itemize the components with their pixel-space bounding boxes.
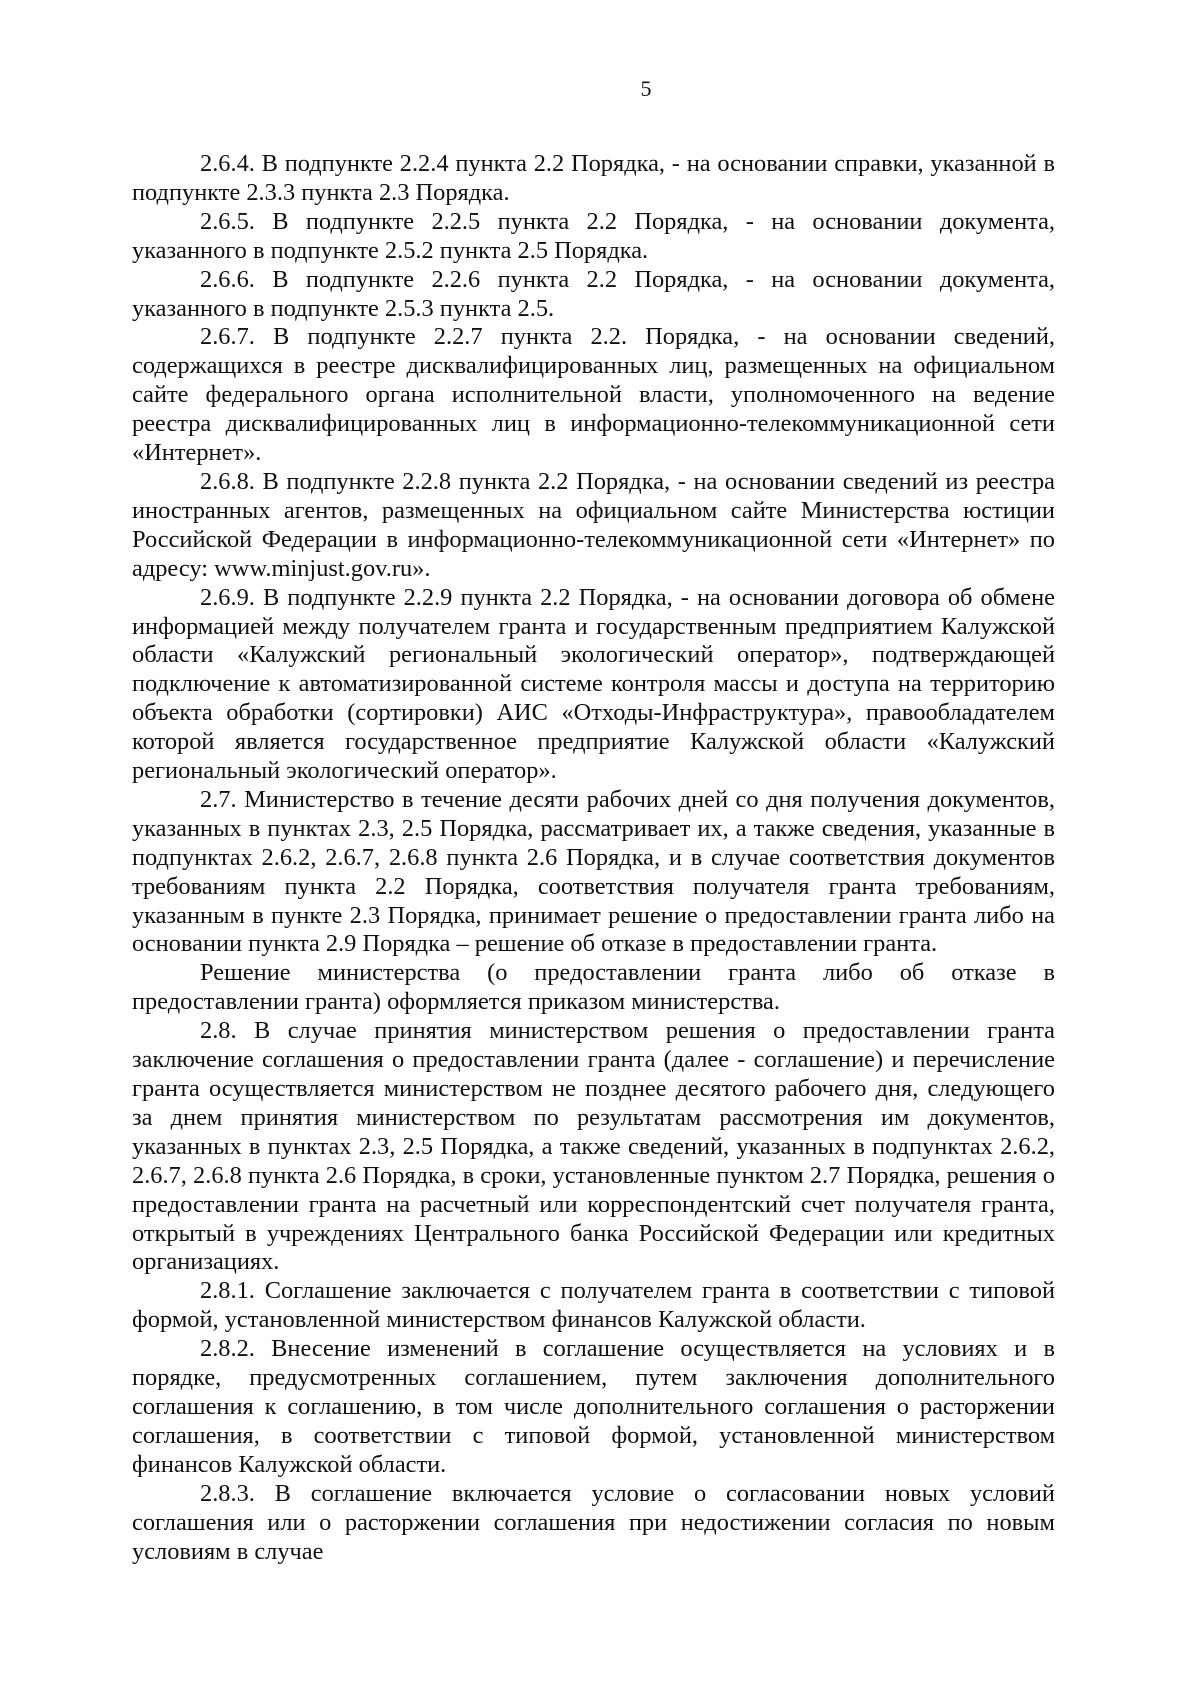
paragraph-2-6-9: 2.6.9. В подпункте 2.2.9 пункта 2.2 Порядка, - на основании договора об обмене информацией между получателем гранта и государственным предприятием Калужской области «Калужский региональный экологический оператор», подтверждающей подключение к автоматизированной системе контроля массы и доступа на территорию объекта обработки (сортировки) АИС «Отходы-Инфраструктура», правообладателем которой является государственное предприятие Калужской области «Калужский региональный экологический оператор». [132,583,1055,785]
paragraph-decision: Решение министерства (о предоставлении гранта либо об отказе в предоставлении гранта) оформляется приказом министерства. [132,959,1055,1016]
page-number: 5 [640,76,652,101]
paragraph-2-8-3: 2.8.3. В соглашение включается условие о согласовании новых условий соглашения или о расторжении соглашения при недостижении согласия по новым условиям в случае [132,1479,1055,1565]
paragraph-2-7: 2.7. Министерство в течение десяти рабочих дней со дня получения документов, указанных в пунктах 2.3, 2.5 Порядка, рассматривает их, а также сведения, указанные в подпунктах 2.6.2, 2.6.7, 2.6.8 пункта 2.6 Порядка, и в случае соответствия документов требованиям пункта 2.2 Порядка, соответствия получателя гранта требованиям, указанным в пункте 2.3 Порядка, принимает решение о предоставлении гранта либо на основании пункта 2.9 Порядка – решение об отказе в предоставлении гранта. [132,785,1055,958]
paragraph-2-8: 2.8. В случае принятия министерством решения о предоставлении гранта заключение соглашения о предоставлении гранта (далее - соглашение) и перечисление гранта осуществляется министерством не позднее десятого рабочего дня, следующего за днем принятия министерством по результатам рассмотрения им документов, указанных в пунктах 2.3, 2.5 Порядка, а также сведений, указанных в подпунктах 2.6.2, 2.6.7, 2.6.8 пункта 2.6 Порядка, в сроки, установленные пунктом 2.7 Порядка, решения о предоставлении гранта на расчетный или корреспондентский счет получателя гранта, открытый в учреждениях Центрального банка Российской Федерации или кредитных организациях. [132,1017,1055,1276]
document-body [132,150,1055,1566]
paragraph-2-8-2: 2.8.2. Внесение изменений в соглашение осуществляется на условиях и в порядке, предусмотренных соглашением, путем заключения дополнительного соглашения к соглашению, в том числе дополнительного соглашения о расторжении соглашения, в соответствии с типовой формой, установленной министерством финансов Калужской области. [132,1335,1055,1478]
paragraph-2-6-5: 2.6.5. В подпункте 2.2.5 пункта 2.2 Порядка, - на основании документа, указанного в подпункте 2.5.2 пункта 2.5 Порядка. [132,207,1055,264]
paragraph-2-6-8: 2.6.8. В подпункте 2.2.8 пункта 2.2 Порядка, - на основании сведений из реестра иностранных агентов, размещенных на официальном сайте Министерства юстиции Российской Федерации в информационно-телекоммуникационной сети «Интернет» по адресу: www.minjust.gov.ru». [132,467,1055,582]
paragraph-2-8-1: 2.8.1. Соглашение заключается с получателем гранта в соответствии с типовой формой, установленной министерством финансов Калужской области. [132,1277,1055,1334]
paragraph-2-6-7: 2.6.7. В подпункте 2.2.7 пункта 2.2. Порядка, - на основании сведений, содержащихся в реестре дисквалифицированных лиц, размещенных на официальном сайте федерального органа исполнительной власти, уполномоченного на ведение реестра дисквалифицированных лиц в информационно-телекоммуникационной сети «Интернет». [132,323,1055,467]
paragraph-2-6-4: 2.6.4. В подпункте 2.2.4 пункта 2.2 Порядка, - на основании справки, указанной в подпункте 2.3.3 пункта 2.3 Порядка. [132,150,1055,206]
paragraph-2-6-6: 2.6.6. В подпункте 2.2.6 пункта 2.2 Порядка, - на основании документа, указанного в подпункте 2.5.3 пункта 2.5. [132,265,1055,322]
